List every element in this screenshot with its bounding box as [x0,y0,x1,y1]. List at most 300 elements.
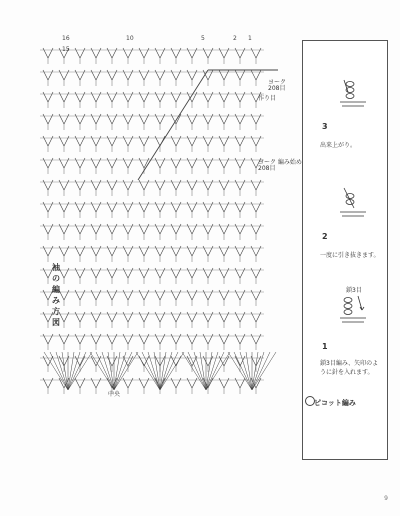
stitch-mark [64,158,69,168]
stitch-mark [251,48,256,58]
stitch-mark [50,352,68,390]
stitch-mark [187,114,192,124]
stitch-mark [256,136,261,146]
stitch-mark [80,48,85,58]
stitch-mark [139,290,144,300]
stitch-mark [48,158,53,168]
stitch-mark [96,312,101,322]
stitch-mark [240,202,245,212]
stitch-mark [192,48,197,58]
stitch-mark [112,312,117,322]
stitch-mark [160,334,165,344]
stitch-mark [91,378,96,388]
stitch-mark [235,136,240,146]
stitch-mark [192,202,197,212]
stitch-mark [75,378,80,388]
stitch-mark [144,378,149,388]
stitch-mark [187,48,192,58]
stitch-mark [48,202,53,212]
stitch-mark [59,158,64,168]
step-text: 鎖3目編み、矢印のように針を入れます。 [320,360,379,376]
stitch-mark [171,202,176,212]
stitch-mark [107,290,112,300]
stitch-mark [187,334,192,344]
stitch-mark [96,334,101,344]
stitch-mark [139,378,144,388]
stitch-mark [91,48,96,58]
stitch-mark [43,180,48,190]
stitch-mark [123,114,128,124]
stitch-mark [59,202,64,212]
stitch-mark [155,48,160,58]
stitch-mark [139,48,144,58]
stitch-mark [219,180,224,190]
stitch-mark [96,70,101,80]
stitch-mark [208,202,213,212]
stitch-mark [114,352,132,390]
stitch-mark [123,312,128,322]
stitch-mark [139,70,144,80]
stitch-mark [208,334,213,344]
stitch-mark [256,224,261,234]
stitch-mark [219,70,224,80]
stitch-mark [235,246,240,256]
stitch-mark [256,312,261,322]
stitch-mark [187,312,192,322]
stitch-mark [91,268,96,278]
stitch-mark [128,378,133,388]
stitch-mark [43,202,48,212]
stitch-mark [224,48,229,58]
row-number: 2 [233,35,237,42]
stitch-mark [112,92,117,102]
stitch-mark [144,114,149,124]
step-label: 鎖3目 [346,287,362,294]
stitch-mark [144,70,149,80]
stitch-mark [48,92,53,102]
stitch-mark [139,246,144,256]
stitch-mark [96,114,101,124]
stitch-mark [203,180,208,190]
stitch-mark [171,290,176,300]
stitch-mark [219,246,224,256]
stitch-mark [155,158,160,168]
stitch-mark [187,268,192,278]
stitch-mark [176,158,181,168]
stitch-mark [75,334,80,344]
stitch-mark [160,92,165,102]
stitch-mark [171,70,176,80]
stitch-mark [139,92,144,102]
stitch-mark [235,224,240,234]
stitch-mark [68,352,86,390]
stitch-mark [171,158,176,168]
stitch-mark [256,70,261,80]
stitch-mark [160,312,165,322]
stitch-mark [252,352,270,390]
stitch-mark [187,378,192,388]
stitch-mark [59,92,64,102]
stitch-mark [75,180,80,190]
stitch-mark [91,202,96,212]
stitch-mark [160,48,165,58]
stitch-mark [240,48,245,58]
stitch-mark [160,268,165,278]
stitch-mark [219,224,224,234]
stitch-mark [107,92,112,102]
stitch-mark [59,70,64,80]
stitch-mark [123,378,128,388]
page-number: 9 [384,495,388,502]
stitch-mark [128,202,133,212]
stitch-mark [96,290,101,300]
stitch-mark [43,136,48,146]
stitch-mark [160,352,172,390]
stitch-mark [144,334,149,344]
stitch-mark [80,158,85,168]
stitch-mark [64,224,69,234]
stitch-mark [75,224,80,234]
stitch-mark [43,114,48,124]
stitch-mark [176,48,181,58]
stitch-mark [154,352,160,390]
step-number: 2 [322,232,328,241]
stitch-mark [112,290,117,300]
stitch-mark [64,70,69,80]
stitch-mark [219,312,224,322]
stitch-mark [128,312,133,322]
stitch-mark [176,334,181,344]
stitch-mark [192,246,197,256]
stitch-mark [171,268,176,278]
stitch-mark [128,334,133,344]
stitch-mark [192,180,197,190]
stitch-mark [64,334,69,344]
stitch-mark [256,290,261,300]
stitch-mark [43,268,48,278]
stitch-mark [171,114,176,124]
stitch-mark [219,48,224,58]
stitch-mark [107,114,112,124]
stitch-mark [192,114,197,124]
stitch-mark [203,246,208,256]
stitch-mark [91,92,96,102]
stitch-mark [96,378,101,388]
stitch-mark [43,70,48,80]
stitch-mark [43,334,48,344]
row-number: 15 [62,46,70,53]
stitch-mark [48,334,53,344]
stitch-mark [123,334,128,344]
stitch-mark [224,158,229,168]
stitch-mark [128,224,133,234]
stitch-mark [155,334,160,344]
stitch-mark [96,136,101,146]
stitch-mark [80,290,85,300]
stitch-mark [75,312,80,322]
stitch-mark [171,48,176,58]
stitch-mark [240,268,245,278]
row-number: 16 [62,35,70,42]
stitch-mark [155,290,160,300]
stitch-mark [176,378,181,388]
stitch-mark [256,202,261,212]
stitch-mark [160,202,165,212]
stitch-mark [235,114,240,124]
stitch-mark [171,378,176,388]
stitch-mark [59,180,64,190]
stitch-mark [142,352,160,390]
stitch-mark [187,224,192,234]
stitch-mark [90,352,114,390]
stitch-mark [251,312,256,322]
stitch-mark [251,224,256,234]
stitch-mark [155,224,160,234]
stitch-mark [192,136,197,146]
stitch-mark [235,378,240,388]
stitch-mark [43,158,48,168]
stitch-mark [155,268,160,278]
stitch-mark [160,352,166,390]
stitch-mark [187,70,192,80]
stitch-mark [200,352,206,390]
stitch-mark [107,70,112,80]
stitch-mark [208,158,213,168]
center-label: 中央 [108,391,121,398]
stitch-mark [192,334,197,344]
stitch-mark [192,268,197,278]
stitch-mark [139,180,144,190]
stitch-mark [64,312,69,322]
stitch-mark [107,224,112,234]
stitch-mark [235,180,240,190]
stitch-mark [160,70,165,80]
stitch-mark [155,180,160,190]
stitch-mark [160,224,165,234]
stitch-mark [208,268,213,278]
stitch-mark [224,202,229,212]
stitch-mark [219,114,224,124]
stitch-mark [75,114,80,124]
stitch-mark [80,224,85,234]
stitch-mark [107,180,112,190]
stitch-mark [144,246,149,256]
stitch-mark [91,114,96,124]
stitch-mark [235,48,240,58]
stitch-mark [219,268,224,278]
stitch-mark [80,312,85,322]
stitch-mark [219,334,224,344]
stitch-mark [224,224,229,234]
stitch-mark [114,352,126,390]
stitch-mark [91,224,96,234]
stitch-mark [192,378,197,388]
stitch-mark [91,180,96,190]
stitch-mark [235,290,240,300]
stitch-mark [203,158,208,168]
stitch-mark [203,92,208,102]
stitch-mark [107,268,112,278]
stitch-mark [112,158,117,168]
stitch-mark [123,356,128,366]
stitch-mark [107,334,112,344]
stitch-mark [123,92,128,102]
stitch-mark [68,352,74,390]
stitch-mark [68,352,92,390]
row-number: 10 [126,35,134,42]
stitch-mark [148,352,160,390]
stitch-mark [240,92,245,102]
stitch-mark [112,268,117,278]
row-number: 1 [248,35,252,42]
stitch-mark [44,352,68,390]
stitch-mark [208,114,213,124]
stitch-mark [155,202,160,212]
stitch-mark [224,246,229,256]
stitch-mark [171,224,176,234]
stitch-mark [64,114,69,124]
stitch-mark [96,268,101,278]
stitch-mark [203,290,208,300]
stitch-mark [64,180,69,190]
stitch-mark [219,92,224,102]
stitch-mark [240,246,245,256]
stitch-mark [48,48,53,58]
stitch-mark [235,202,240,212]
stitch-mark [160,352,178,390]
stitch-mark [187,202,192,212]
stitch-mark [256,334,261,344]
stitch-mark [75,48,80,58]
stitch-mark [91,290,96,300]
stitch-mark [59,246,64,256]
stitch-mark [187,290,192,300]
stitch-mark [64,290,69,300]
stitch-mark [128,48,133,58]
stitch-mark [91,158,96,168]
stitch-mark [235,312,240,322]
stitch-mark [80,180,85,190]
stitch-mark [224,268,229,278]
stitch-mark [80,268,85,278]
stitch-mark [139,136,144,146]
stitch-mark [128,290,133,300]
stitch-mark [64,268,69,278]
stitch-mark [48,114,53,124]
stitch-mark [176,290,181,300]
stitch-mark [59,114,64,124]
stitch-mark [160,114,165,124]
stitch-mark [240,312,245,322]
stitch-mark [219,290,224,300]
stitch-mark [114,352,120,390]
stitch-mark [75,158,80,168]
stitch-mark [224,378,229,388]
stitch-mark [96,246,101,256]
stitch-mark [91,246,96,256]
stitch-mark [208,180,213,190]
yoke-start-note: ヨーク 編み始め 208目 [258,159,302,172]
stitch-mark [203,202,208,212]
stitch-mark [208,312,213,322]
stitch-mark [139,334,144,344]
stitch-mark [107,48,112,58]
stitch-mark [112,48,117,58]
stitch-mark [240,158,245,168]
stitch-mark [160,158,165,168]
stitch-mark [256,114,261,124]
stitch-mark [123,180,128,190]
stitch-mark [160,246,165,256]
stitch-mark [171,180,176,190]
stitch-mark [123,136,128,146]
stitch-mark [48,70,53,80]
stitch-mark [176,224,181,234]
stitch-mark [128,180,133,190]
stitch-mark [96,158,101,168]
yoke-note: ヨーク 208目 [268,79,287,92]
picot-step2-illustration [338,186,368,226]
stitch-mark [240,70,245,80]
step-text: 一度に引き抜きます。 [320,252,380,259]
stitch-mark [256,180,261,190]
stitch-mark [75,202,80,212]
stitch-mark [206,352,212,390]
stitch-mark [192,312,197,322]
stitch-mark [219,202,224,212]
stitch-mark [176,246,181,256]
stitch-mark [187,180,192,190]
stitch-mark [251,180,256,190]
stitch-mark [155,70,160,80]
stitch-mark [112,70,117,80]
stitch-mark [139,224,144,234]
stitch-mark [59,334,64,344]
stitch-mark [144,268,149,278]
stitch-mark [224,114,229,124]
stitch-mark [128,158,133,168]
stitch-mark [155,136,160,146]
stitch-mark [123,290,128,300]
stitch-mark [48,356,53,366]
stitch-mark [160,180,165,190]
stitch-mark [171,246,176,256]
stitch-mark [203,224,208,234]
stitch-mark [235,334,240,344]
stitch-mark [48,378,53,388]
stitch-mark [144,92,149,102]
stitch-mark [96,180,101,190]
stitch-mark [155,312,160,322]
stitch-mark [59,136,64,146]
row-number: 5 [201,35,205,42]
stitch-mark [123,48,128,58]
stitch-mark [138,70,208,180]
stitch-mark [208,136,213,146]
stitch-mark [91,70,96,80]
stitch-mark [108,352,114,390]
stitch-mark [123,202,128,212]
stitch-mark [64,246,69,256]
stitch-mark [43,224,48,234]
stitch-mark [251,246,256,256]
stitch-mark [155,114,160,124]
stitch-mark [176,312,181,322]
stitch-mark [112,246,117,256]
stitch-mark [219,136,224,146]
stitch-mark [43,246,48,256]
stitch-mark [256,48,261,58]
